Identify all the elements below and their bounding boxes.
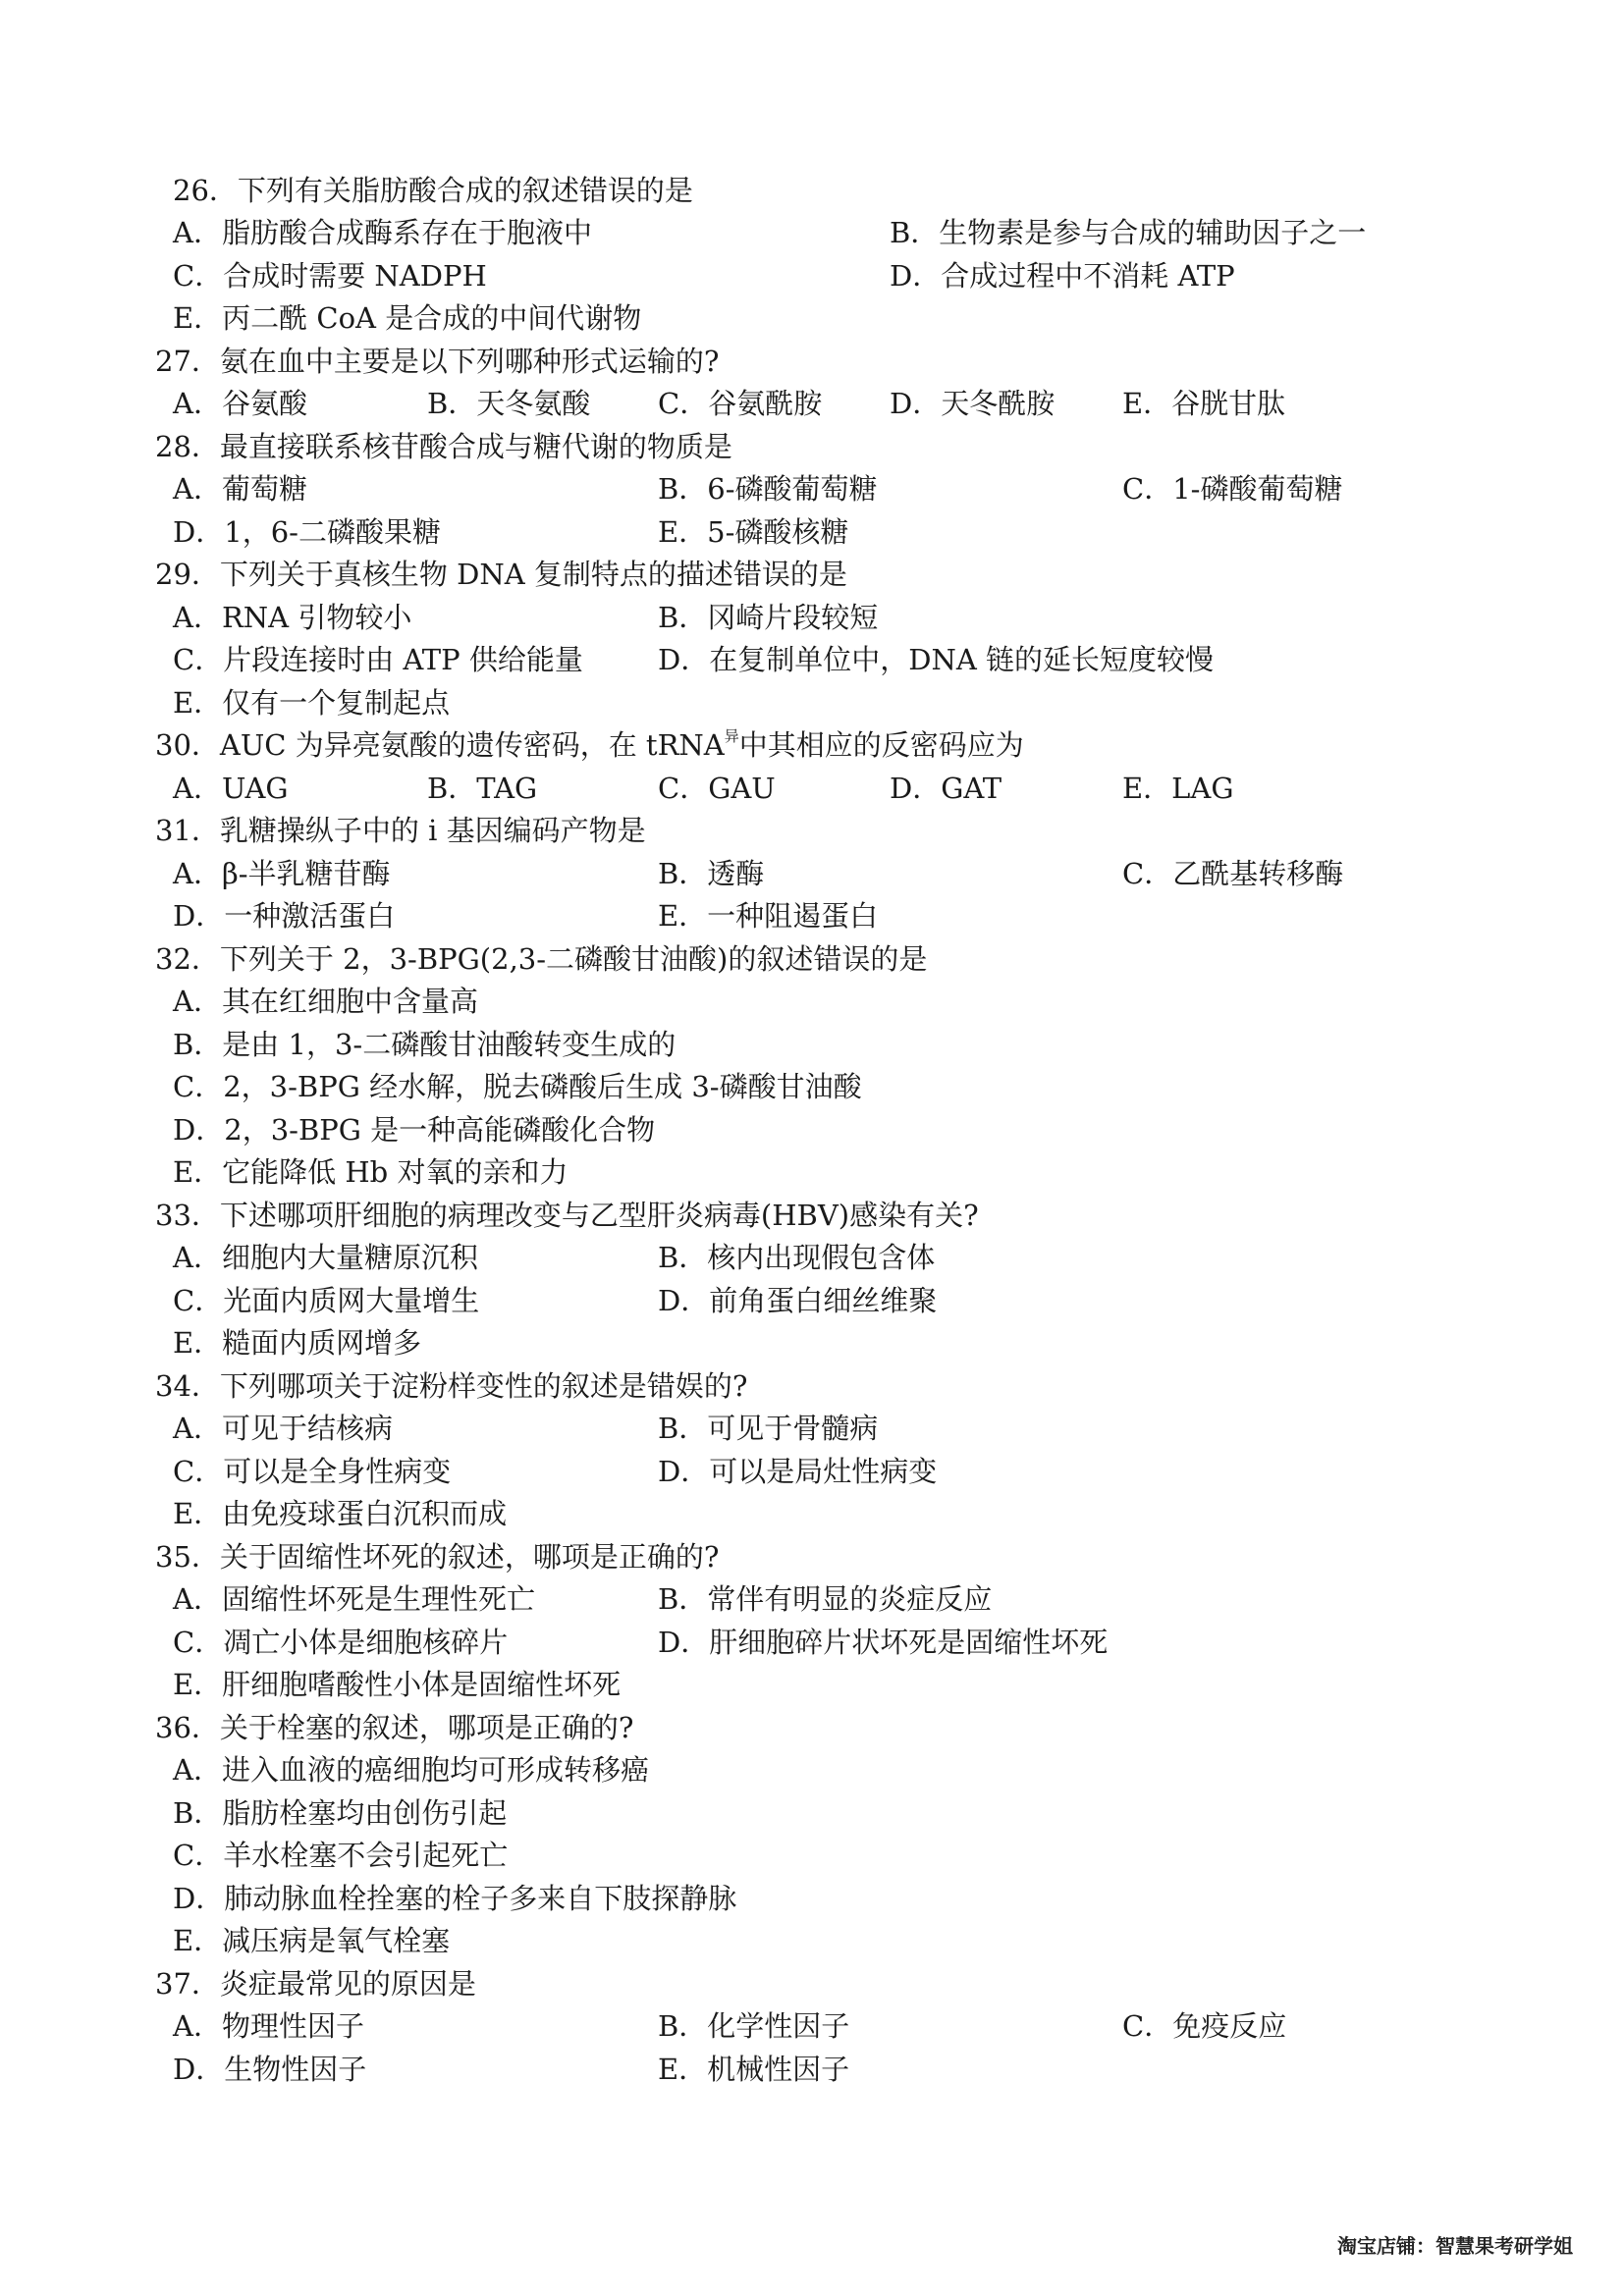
option-text: A．固缩性坏死是生理性死亡 bbox=[173, 1582, 535, 1616]
option-text: C．合成时需要 NADPH bbox=[173, 259, 487, 293]
option-text: E．由免疫球蛋白沉积而成 bbox=[173, 1497, 508, 1530]
option-text: B．天冬氨酸 bbox=[427, 387, 591, 420]
question-stem: 35．关于固缩性坏死的叙述，哪项是正确的? bbox=[155, 1540, 720, 1574]
option-text: C．羊水栓塞不会引起死亡 bbox=[173, 1839, 509, 1872]
option-text: A．可见于结核病 bbox=[173, 1412, 393, 1445]
option-text: A．谷氨酸 bbox=[173, 387, 307, 420]
question-stem: 33．下述哪项肝细胞的病理改变与乙型肝炎病毒(HBV)感染有关? bbox=[155, 1199, 979, 1232]
option-text: E．仅有一个复制起点 bbox=[173, 686, 451, 720]
question-stem: 31．乳糖操纵子中的 i 基因编码产物是 bbox=[155, 814, 646, 847]
stem-superscript: 异 bbox=[724, 727, 739, 745]
option-text: C．可以是全身性病变 bbox=[173, 1455, 452, 1488]
option-text: C．乙酰基转移酶 bbox=[1122, 857, 1344, 890]
option-text: C．1-磷酸葡萄糖 bbox=[1122, 472, 1343, 506]
option-text: D．天冬酰胺 bbox=[890, 387, 1056, 420]
option-text: E．LAG bbox=[1122, 772, 1234, 805]
option-text: D．肝细胞碎片状坏死是固缩性坏死 bbox=[658, 1626, 1109, 1659]
option-text: C．光面内质网大量增生 bbox=[173, 1284, 480, 1317]
question-stem: 26．下列有关脂肪酸合成的叙述错误的是 bbox=[173, 174, 693, 207]
question-stem: 36．关于栓塞的叙述，哪项是正确的? bbox=[155, 1711, 634, 1744]
option-text: D．一种激活蛋白 bbox=[173, 899, 396, 933]
question-stem: 34．下列哪项关于淀粉样变性的叙述是错娱的? bbox=[155, 1369, 748, 1403]
question-stem bbox=[155, 727, 1024, 763]
option-text: B．6-磷酸葡萄糖 bbox=[658, 472, 878, 506]
option-text: D．合成过程中不消耗 ATP bbox=[890, 259, 1235, 293]
option-text: D．可以是局灶性病变 bbox=[658, 1455, 938, 1488]
option-text: B．脂肪栓塞均由创伤引起 bbox=[173, 1796, 508, 1830]
option-text: B．化学性因子 bbox=[658, 2009, 850, 2043]
option-text: B．是由 1，3-二磷酸甘油酸转变生成的 bbox=[173, 1028, 677, 1061]
option-text: B．可见于骨髓病 bbox=[658, 1412, 879, 1445]
option-text: A．β-半乳糖苷酶 bbox=[173, 857, 391, 890]
option-text: C．凋亡小体是细胞核碎片 bbox=[173, 1626, 509, 1659]
question-stem: 28．最直接联系核苷酸合成与糖代谢的物质是 bbox=[155, 430, 732, 463]
option-text: C．GAU bbox=[658, 772, 776, 805]
option-text: C．2，3-BPG 经水解，脱去磷酸后生成 3-磷酸甘油酸 bbox=[173, 1070, 862, 1103]
option-text: D．2，3-BPG 是一种高能磷酸化合物 bbox=[173, 1113, 656, 1147]
option-text: E．机械性因子 bbox=[658, 2053, 850, 2086]
option-text: C．谷氨酰胺 bbox=[658, 387, 823, 420]
option-text: D．肺动脉血栓拴塞的栓子多来自下肢探静脉 bbox=[173, 1882, 737, 1915]
option-text: E．肝细胞嗜酸性小体是固缩性坏死 bbox=[173, 1668, 622, 1701]
option-text: A．其在红细胞中含量高 bbox=[173, 985, 478, 1018]
option-text: B．常伴有明显的炎症反应 bbox=[658, 1582, 993, 1616]
stem-part: 中其相应的反密码应为 bbox=[738, 728, 1024, 762]
option-text: E．一种阻遏蛋白 bbox=[658, 899, 879, 933]
question-stem: 32．下列关于 2，3-BPG(2,3-二磷酸甘油酸)的叙述错误的是 bbox=[155, 942, 928, 976]
option-text: A．进入血液的癌细胞均可形成转移癌 bbox=[173, 1753, 649, 1787]
question-stem: 37．炎症最常见的原因是 bbox=[155, 1967, 476, 2001]
option-text: B．核内出现假包含体 bbox=[658, 1241, 936, 1274]
option-text: A．物理性因子 bbox=[173, 2009, 364, 2043]
option-text: D．1，6-二磷酸果糖 bbox=[173, 515, 441, 549]
option-text: E．它能降低 Hb 对氧的亲和力 bbox=[173, 1155, 568, 1189]
option-text: A．RNA 引物较小 bbox=[173, 601, 412, 634]
option-text: D．生物性因子 bbox=[173, 2053, 367, 2086]
option-text: E．谷胱甘肽 bbox=[1122, 387, 1286, 420]
option-text: A．UAG bbox=[173, 772, 289, 805]
option-text: E．5-磷酸核糖 bbox=[658, 515, 849, 549]
option-text: D．前角蛋白细丝维聚 bbox=[658, 1284, 938, 1317]
stem-part: 30．AUC 为异亮氨酸的遗传密码，在 tRNA bbox=[155, 728, 725, 762]
option-text: A．细胞内大量糖原沉积 bbox=[173, 1241, 478, 1274]
option-text: C．免疫反应 bbox=[1122, 2009, 1287, 2043]
question-stem: 29．下列关于真核生物 DNA 复制特点的描述错误的是 bbox=[155, 558, 847, 591]
option-text: B．透酶 bbox=[658, 857, 765, 890]
option-text: A．脂肪酸合成酶系存在于胞液中 bbox=[173, 216, 592, 249]
option-text: E．丙二酰 CoA 是合成的中间代谢物 bbox=[173, 301, 642, 335]
option-text: D．GAT bbox=[890, 772, 1002, 805]
option-text: B．冈崎片段较短 bbox=[658, 601, 879, 634]
option-text: D．在复制单位中，DNA 链的延长短度较慢 bbox=[658, 643, 1215, 676]
option-text: B．TAG bbox=[427, 772, 538, 805]
option-text: E．糙面内质网增多 bbox=[173, 1326, 422, 1360]
option-text: B．生物素是参与合成的辅助因子之一 bbox=[890, 216, 1367, 249]
question-stem: 27．氨在血中主要是以下列哪种形式运输的? bbox=[155, 345, 720, 378]
shop-watermark: 淘宝店铺：智慧果考研学姐 bbox=[1337, 2234, 1573, 2258]
option-text: E．减压病是氧气栓塞 bbox=[173, 1924, 451, 1957]
option-text: A．葡萄糖 bbox=[173, 472, 307, 506]
option-text: C．片段连接时由 ATP 供给能量 bbox=[173, 643, 583, 676]
